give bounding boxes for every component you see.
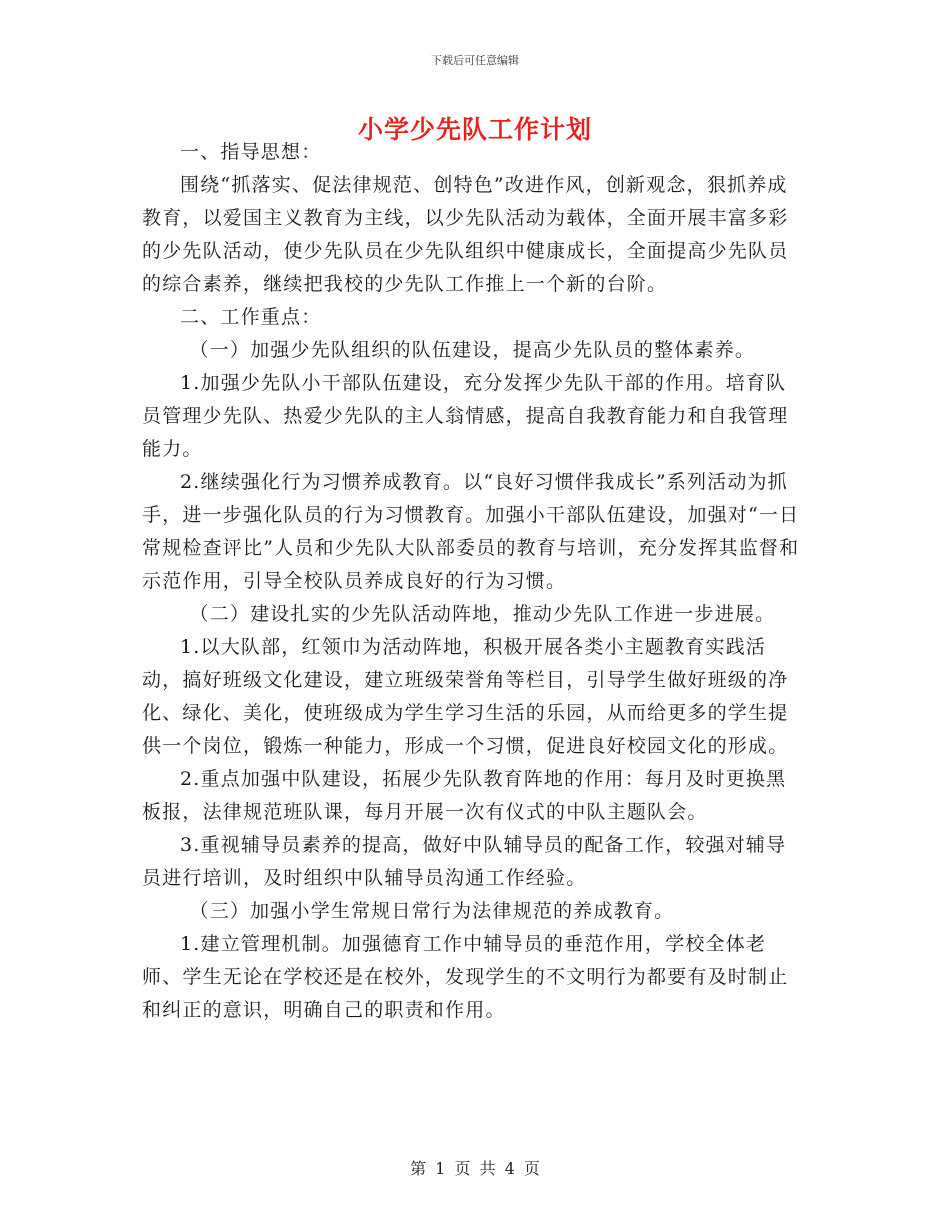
paragraph: 1.以大队部，红领巾为活动阵地，积极开展各类小主题教育实践活动，搞好班级文化建设，建立班级荣誉角等栏目，引导学生做好班级的净化、绿化、美化，使班级成为学生学习生活的乐园，从而给更多的学生提供一个岗位，锻炼一种能力，形成一个习惯，促进良好校园文化的形成。	[142, 636, 789, 757]
subsection-heading-2: （二）建设扎实的少先队活动阵地，推动少先队工作进一步进展。	[189, 603, 776, 625]
section-heading-guiding-ideology: 一、指导思想：	[180, 141, 322, 163]
subsection-heading-1: （一）加强少先队组织的队伍建设，提高少先队员的整体素养。	[189, 339, 756, 361]
paragraph: 1.加强少先队小干部队伍建设，充分发挥少先队干部的作用。培育队员管理少先队、热爱少先队的主人翁情感，提高自我教育能力和自我管理能力。	[142, 372, 789, 460]
paragraph: 3.重视辅导员素养的提高，做好中队辅导员的配备工作，较强对辅导员进行培训，及时组织中队辅导员沟通工作经验。	[142, 834, 787, 889]
page-header: 下载后可任意编辑	[431, 54, 519, 67]
paragraph: 围绕“抓落实、促法律规范、创特色”改进作风，创新观念，狠抓养成教育，以爱国主义教育为主线，以少先队活动为载体，全面开展丰富多彩的少先队活动，使少先队员在少先队组织中健康成长，全面提高少先队员的综合素养，继续把我校的少先队工作推上一个新的台阶。	[142, 174, 789, 295]
document-title: 小学少先队工作计划	[357, 115, 592, 144]
subsection-heading-3: （三）加强小学生常规日常行为法律规范的养成教育。	[189, 900, 675, 922]
paragraph: 2.继续强化行为习惯养成教育。以“良好习惯伴我成长”系列活动为抓手，进一步强化队员的行为习惯教育。加强小干部队伍建设，加强对“一日常规检查评比”人员和少先队大队部委员的教育与培训，充分发挥其监督和示范作用，引导全校队员养成良好的行为习惯。	[142, 471, 800, 592]
section-heading-work-focus: 二、工作重点：	[180, 306, 322, 328]
document-body	[142, 136, 802, 1027]
page-footer: 第 1 页 共 4 页	[410, 1159, 540, 1178]
paragraph: 1.建立管理机制。加强德育工作中辅导员的垂范作用，学校全体老师、学生无论在学校还是在校外，发现学生的不文明行为都要有及时制止和纠正的意识，明确自己的职责和作用。	[142, 933, 789, 1021]
paragraph: 2.重点加强中队建设，拓展少先队教育阵地的作用：每月及时更换黑板报，法律规范班队课，每月开展一次有仪式的中队主题队会。	[142, 768, 787, 823]
